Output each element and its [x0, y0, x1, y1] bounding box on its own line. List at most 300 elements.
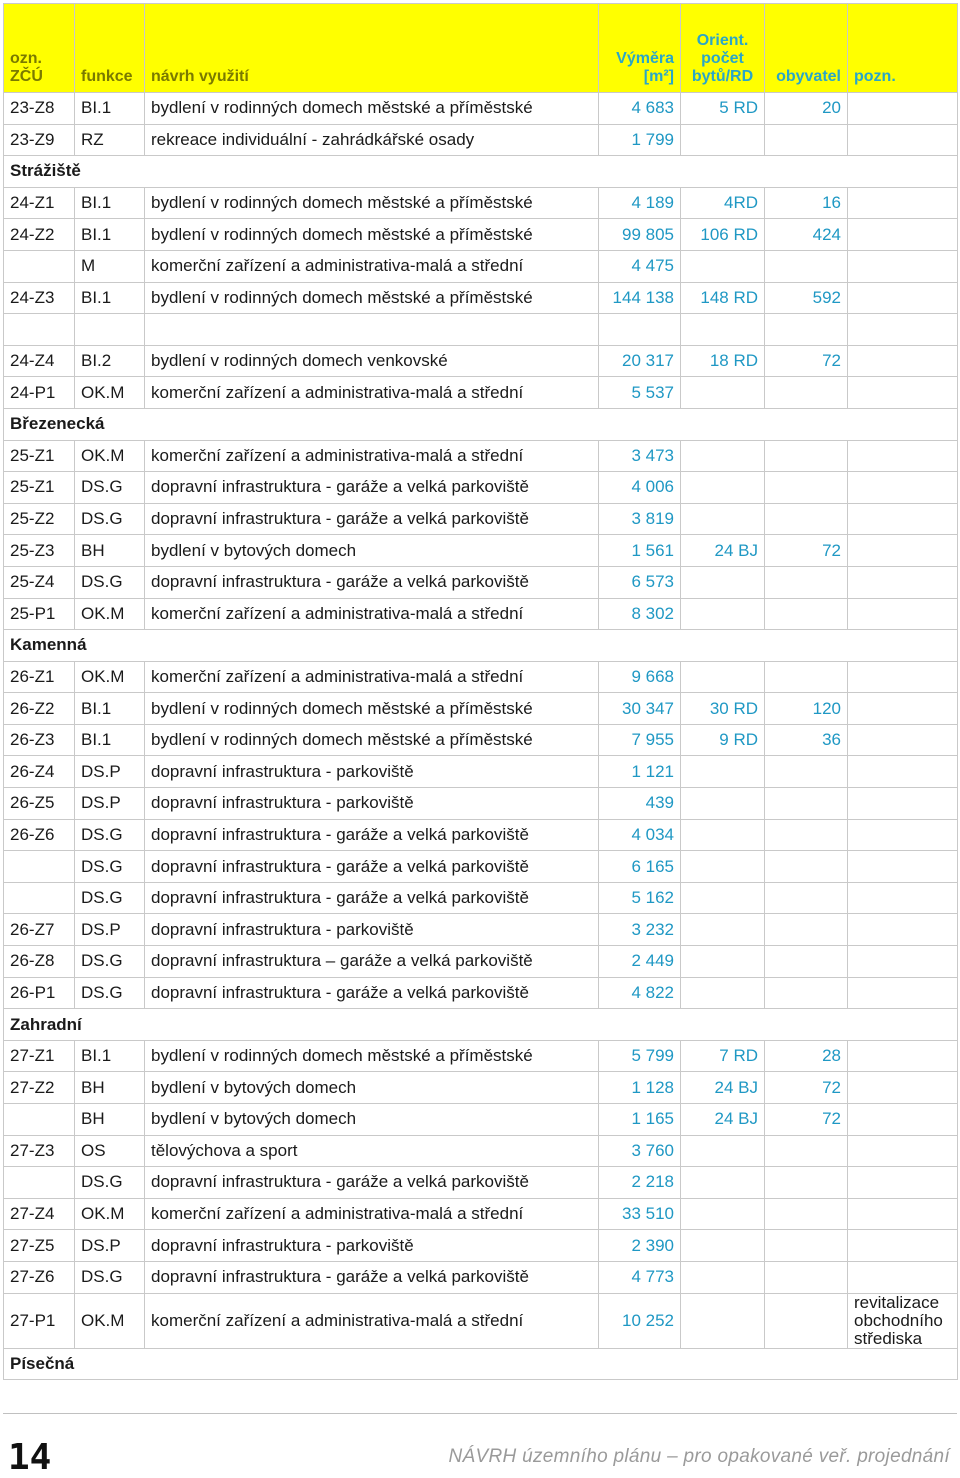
- cell-byty: [681, 124, 765, 156]
- cell-funkce: RZ: [75, 124, 145, 156]
- cell-byty: [681, 851, 765, 883]
- cell-navrh: bydlení v bytových domech: [145, 1072, 599, 1104]
- cell-obyvatel: [765, 819, 848, 851]
- cell-ozn: 24-P1: [4, 377, 75, 409]
- table-row: [4, 598, 958, 630]
- cell-ozn: [4, 250, 75, 282]
- cell-vymera: 9 668: [599, 661, 681, 693]
- cell-vymera: 4 006: [599, 472, 681, 504]
- cell-vymera: 8 302: [599, 598, 681, 630]
- cell-vymera: 1 121: [599, 756, 681, 788]
- cell-pozn: [848, 124, 958, 156]
- cell-ozn: 27-Z5: [4, 1230, 75, 1262]
- cell-navrh: dopravní infrastruktura - parkoviště: [145, 756, 599, 788]
- cell-pozn: [848, 788, 958, 820]
- cell-vymera: 2 449: [599, 946, 681, 978]
- cell-navrh: komerční zařízení a administrativa-malá a střední: [145, 1198, 599, 1230]
- cell-pozn: [848, 219, 958, 251]
- table-row: [4, 756, 958, 788]
- cell-pozn: [848, 566, 958, 598]
- cell-navrh: dopravní infrastruktura - garáže a velká parkoviště: [145, 472, 599, 504]
- table-row: [4, 282, 958, 314]
- cell-navrh: dopravní infrastruktura - parkoviště: [145, 1230, 599, 1262]
- cell-byty: [681, 946, 765, 978]
- cell-pozn: [848, 977, 958, 1009]
- cell-pozn: [848, 250, 958, 282]
- table-row: [4, 1135, 958, 1167]
- cell-pozn: [848, 345, 958, 377]
- cell-pozn: [848, 851, 958, 883]
- cell-navrh: rekreace individuální - zahrádkářské osady: [145, 124, 599, 156]
- cell-byty: [681, 503, 765, 535]
- section-row: [4, 1009, 958, 1041]
- cell-vymera: 4 683: [599, 93, 681, 125]
- cell-funkce: OK.M: [75, 1293, 145, 1348]
- cell-byty: [681, 882, 765, 914]
- cell-navrh: bydlení v rodinných domech městské a příměstské: [145, 187, 599, 219]
- cell-pozn: [848, 282, 958, 314]
- cell-pozn: [848, 503, 958, 535]
- cell-ozn: 27-Z3: [4, 1135, 75, 1167]
- table-row: [4, 946, 958, 978]
- cell-navrh: bydlení v rodinných domech městské a příměstské: [145, 219, 599, 251]
- cell-vymera: 1 128: [599, 1072, 681, 1104]
- cell-funkce: DS.G: [75, 1261, 145, 1293]
- header-funkce: funkce: [75, 4, 145, 93]
- cell-obyvatel: [765, 1198, 848, 1230]
- table-row: [4, 1167, 958, 1199]
- cell-navrh: dopravní infrastruktura - garáže a velká parkoviště: [145, 1167, 599, 1199]
- section-title: Kamenná: [4, 630, 958, 662]
- cell-ozn: 25-Z3: [4, 535, 75, 567]
- cell-byty: [681, 250, 765, 282]
- cell-vymera: 20 317: [599, 345, 681, 377]
- cell-vymera: 99 805: [599, 219, 681, 251]
- cell-obyvatel: 592: [765, 282, 848, 314]
- cell-vymera: 2 390: [599, 1230, 681, 1262]
- cell-obyvatel: [765, 1230, 848, 1262]
- cell-pozn: [848, 914, 958, 946]
- cell-funkce: DS.G: [75, 851, 145, 883]
- table-row: [4, 503, 958, 535]
- cell-ozn: 26-Z3: [4, 724, 75, 756]
- cell-funkce: BI.1: [75, 219, 145, 251]
- cell-vymera: 4 475: [599, 250, 681, 282]
- cell-ozn: 26-P1: [4, 977, 75, 1009]
- cell-navrh: dopravní infrastruktura - garáže a velká parkoviště: [145, 1261, 599, 1293]
- cell-pozn: [848, 946, 958, 978]
- cell-pozn: [848, 819, 958, 851]
- cell-obyvatel: [765, 1167, 848, 1199]
- table-row: [4, 693, 958, 725]
- cell-ozn: 25-Z1: [4, 472, 75, 504]
- cell-obyvatel: 16: [765, 187, 848, 219]
- cell-funkce: DS.P: [75, 1230, 145, 1262]
- cell-navrh: bydlení v rodinných domech městské a příměstské: [145, 693, 599, 725]
- cell-obyvatel: [765, 946, 848, 978]
- cell-obyvatel: 36: [765, 724, 848, 756]
- section-row: [4, 1348, 958, 1380]
- cell-vymera: 5 799: [599, 1040, 681, 1072]
- cell-byty: [681, 1167, 765, 1199]
- cell-obyvatel: 72: [765, 1072, 848, 1104]
- table-row: [4, 851, 958, 883]
- cell-funkce: BI.1: [75, 1040, 145, 1072]
- cell-obyvatel: 72: [765, 1104, 848, 1136]
- cell-navrh: dopravní infrastruktura - garáže a velká parkoviště: [145, 819, 599, 851]
- cell-obyvatel: [765, 788, 848, 820]
- cell-byty: [681, 440, 765, 472]
- cell-ozn: [4, 1167, 75, 1199]
- cell-vymera: 33 510: [599, 1198, 681, 1230]
- cell-byty: 30 RD: [681, 693, 765, 725]
- table-row: [4, 1293, 958, 1348]
- cell-vymera: 5 162: [599, 882, 681, 914]
- cell-pozn: [848, 661, 958, 693]
- cell-pozn: [848, 724, 958, 756]
- cell-vymera: 10 252: [599, 1293, 681, 1348]
- cell-funkce: DS.G: [75, 566, 145, 598]
- cell-funkce: DS.G: [75, 472, 145, 504]
- cell-pozn: [848, 1040, 958, 1072]
- cell-funkce: M: [75, 250, 145, 282]
- cell-obyvatel: [765, 566, 848, 598]
- cell-obyvatel: [765, 472, 848, 504]
- section-row: [4, 408, 958, 440]
- cell-navrh: dopravní infrastruktura - parkoviště: [145, 788, 599, 820]
- cell-vymera: 6 573: [599, 566, 681, 598]
- cell-ozn: 27-P1: [4, 1293, 75, 1348]
- section-title: Strážiště: [4, 156, 958, 188]
- cell-pozn: [848, 1167, 958, 1199]
- header-orient: Orient. počet bytů/RD: [681, 4, 765, 93]
- table-row: [4, 724, 958, 756]
- cell-ozn: 23-Z8: [4, 93, 75, 125]
- cell-ozn: [4, 851, 75, 883]
- cell-funkce: BI.2: [75, 345, 145, 377]
- cell-funkce: BH: [75, 1072, 145, 1104]
- cell-pozn: [848, 535, 958, 567]
- cell-pozn: [848, 1104, 958, 1136]
- cell-ozn: 24-Z2: [4, 219, 75, 251]
- table-row: [4, 377, 958, 409]
- cell-funkce: DS.G: [75, 503, 145, 535]
- cell-byty: 148 RD: [681, 282, 765, 314]
- cell-byty: 106 RD: [681, 219, 765, 251]
- cell-ozn: 27-Z4: [4, 1198, 75, 1230]
- table-body: [4, 93, 958, 1380]
- footer-document-title: NÁVRH územního plánu – pro opakované veř. projednání: [448, 1446, 950, 1467]
- cell-byty: [681, 1135, 765, 1167]
- cell-vymera: 4 034: [599, 819, 681, 851]
- cell-navrh: bydlení v rodinných domech městské a příměstské: [145, 93, 599, 125]
- cell-navrh: dopravní infrastruktura - garáže a velká parkoviště: [145, 882, 599, 914]
- cell-vymera: 5 537: [599, 377, 681, 409]
- cell-ozn: 27-Z2: [4, 1072, 75, 1104]
- cell-funkce: BI.1: [75, 187, 145, 219]
- cell-vymera: 4 773: [599, 1261, 681, 1293]
- cell-navrh: bydlení v rodinných domech městské a příměstské: [145, 724, 599, 756]
- empty-cell: [145, 314, 599, 346]
- cell-pozn: [848, 1230, 958, 1262]
- cell-vymera: 7 955: [599, 724, 681, 756]
- table-row: [4, 535, 958, 567]
- cell-byty: [681, 1261, 765, 1293]
- cell-vymera: 3 760: [599, 1135, 681, 1167]
- cell-pozn: [848, 598, 958, 630]
- cell-byty: [681, 1293, 765, 1348]
- cell-vymera: 4 189: [599, 187, 681, 219]
- table-row: [4, 93, 958, 125]
- cell-navrh: bydlení v rodinných domech městské a příměstské: [145, 1040, 599, 1072]
- cell-funkce: OS: [75, 1135, 145, 1167]
- section-title: Zahradní: [4, 1009, 958, 1041]
- table-row: [4, 1198, 958, 1230]
- table-row: [4, 187, 958, 219]
- cell-funkce: OK.M: [75, 598, 145, 630]
- table-row: [4, 1261, 958, 1293]
- cell-funkce: DS.G: [75, 882, 145, 914]
- cell-navrh: komerční zařízení a administrativa-malá a střední: [145, 377, 599, 409]
- table-row: [4, 914, 958, 946]
- header-ozn: ozn. ZČÚ: [4, 4, 75, 93]
- header-vymera: Výměra [m²]: [599, 4, 681, 93]
- cell-byty: 7 RD: [681, 1040, 765, 1072]
- table-row: [4, 250, 958, 282]
- cell-navrh: bydlení v rodinných domech městské a příměstské: [145, 282, 599, 314]
- cell-pozn: [848, 93, 958, 125]
- cell-obyvatel: [765, 977, 848, 1009]
- cell-obyvatel: 20: [765, 93, 848, 125]
- cell-pozn: [848, 882, 958, 914]
- cell-navrh: dopravní infrastruktura - garáže a velká parkoviště: [145, 851, 599, 883]
- cell-funkce: OK.M: [75, 661, 145, 693]
- cell-funkce: OK.M: [75, 440, 145, 472]
- table-row: [4, 1072, 958, 1104]
- cell-pozn: [848, 377, 958, 409]
- table-row: [4, 1040, 958, 1072]
- cell-vymera: 3 473: [599, 440, 681, 472]
- cell-pozn: [848, 1198, 958, 1230]
- table-row: [4, 472, 958, 504]
- cell-vymera: 4 822: [599, 977, 681, 1009]
- cell-vymera: 1 799: [599, 124, 681, 156]
- cell-byty: 9 RD: [681, 724, 765, 756]
- header-navrh: návrh využití: [145, 4, 599, 93]
- cell-ozn: 25-P1: [4, 598, 75, 630]
- blank-row: [4, 314, 958, 346]
- cell-ozn: 26-Z1: [4, 661, 75, 693]
- section-row: [4, 156, 958, 188]
- cell-ozn: 25-Z2: [4, 503, 75, 535]
- cell-ozn: 27-Z6: [4, 1261, 75, 1293]
- cell-navrh: bydlení v rodinných domech venkovské: [145, 345, 599, 377]
- cell-navrh: komerční zařízení a administrativa-malá a střední: [145, 661, 599, 693]
- cell-ozn: 26-Z5: [4, 788, 75, 820]
- cell-ozn: 24-Z4: [4, 345, 75, 377]
- cell-ozn: 24-Z3: [4, 282, 75, 314]
- zones-table: [3, 3, 958, 1380]
- table-row: [4, 977, 958, 1009]
- table-row: [4, 1104, 958, 1136]
- cell-byty: [681, 1230, 765, 1262]
- cell-vymera: 144 138: [599, 282, 681, 314]
- table-row: [4, 882, 958, 914]
- cell-funkce: DS.P: [75, 756, 145, 788]
- cell-byty: [681, 566, 765, 598]
- cell-funkce: BH: [75, 535, 145, 567]
- cell-ozn: 23-Z9: [4, 124, 75, 156]
- cell-navrh: komerční zařízení a administrativa-malá a střední: [145, 598, 599, 630]
- cell-byty: 4RD: [681, 187, 765, 219]
- cell-vymera: 6 165: [599, 851, 681, 883]
- cell-obyvatel: 424: [765, 219, 848, 251]
- table-row: [4, 1230, 958, 1262]
- cell-pozn: [848, 693, 958, 725]
- cell-byty: 18 RD: [681, 345, 765, 377]
- cell-obyvatel: [765, 377, 848, 409]
- cell-byty: [681, 1198, 765, 1230]
- empty-cell: [765, 314, 848, 346]
- cell-navrh: dopravní infrastruktura – garáže a velká parkoviště: [145, 946, 599, 978]
- cell-navrh: dopravní infrastruktura - garáže a velká parkoviště: [145, 566, 599, 598]
- cell-byty: [681, 756, 765, 788]
- empty-cell: [848, 314, 958, 346]
- header-pozn: pozn.: [848, 4, 958, 93]
- cell-funkce: OK.M: [75, 1198, 145, 1230]
- cell-pozn: [848, 187, 958, 219]
- cell-vymera: 1 165: [599, 1104, 681, 1136]
- cell-funkce: OK.M: [75, 377, 145, 409]
- cell-ozn: 26-Z4: [4, 756, 75, 788]
- cell-obyvatel: [765, 1293, 848, 1348]
- cell-ozn: 26-Z8: [4, 946, 75, 978]
- cell-obyvatel: [765, 882, 848, 914]
- cell-navrh: tělovýchova a sport: [145, 1135, 599, 1167]
- cell-ozn: [4, 882, 75, 914]
- cell-byty: 24 BJ: [681, 1072, 765, 1104]
- cell-byty: [681, 819, 765, 851]
- cell-obyvatel: [765, 661, 848, 693]
- cell-byty: [681, 661, 765, 693]
- cell-obyvatel: [765, 250, 848, 282]
- cell-byty: [681, 788, 765, 820]
- page-number: 14: [8, 1437, 52, 1478]
- cell-navrh: dopravní infrastruktura - garáže a velká parkoviště: [145, 503, 599, 535]
- cell-obyvatel: [765, 503, 848, 535]
- cell-navrh: dopravní infrastruktura - parkoviště: [145, 914, 599, 946]
- table-row: [4, 819, 958, 851]
- cell-byty: [681, 914, 765, 946]
- table-row: [4, 566, 958, 598]
- cell-navrh: bydlení v bytových domech: [145, 1104, 599, 1136]
- cell-obyvatel: [765, 914, 848, 946]
- cell-funkce: BI.1: [75, 724, 145, 756]
- empty-cell: [75, 314, 145, 346]
- cell-funkce: DS.P: [75, 788, 145, 820]
- cell-navrh: bydlení v bytových domech: [145, 535, 599, 567]
- cell-funkce: DS.G: [75, 946, 145, 978]
- cell-navrh: komerční zařízení a administrativa-malá a střední: [145, 250, 599, 282]
- cell-navrh: komerční zařízení a administrativa-malá a střední: [145, 440, 599, 472]
- cell-funkce: BI.1: [75, 282, 145, 314]
- cell-funkce: DS.G: [75, 819, 145, 851]
- table-row: [4, 661, 958, 693]
- cell-byty: 24 BJ: [681, 1104, 765, 1136]
- cell-vymera: 3 232: [599, 914, 681, 946]
- cell-ozn: 25-Z4: [4, 566, 75, 598]
- table-row: [4, 219, 958, 251]
- cell-ozn: 26-Z6: [4, 819, 75, 851]
- cell-obyvatel: 72: [765, 345, 848, 377]
- cell-navrh: komerční zařízení a administrativa-malá a střední: [145, 1293, 599, 1348]
- cell-obyvatel: [765, 440, 848, 472]
- cell-obyvatel: [765, 598, 848, 630]
- cell-vymera: 30 347: [599, 693, 681, 725]
- cell-byty: [681, 472, 765, 504]
- cell-pozn: revitalizace obchodního střediska: [848, 1293, 958, 1348]
- cell-obyvatel: 28: [765, 1040, 848, 1072]
- cell-ozn: 26-Z7: [4, 914, 75, 946]
- cell-funkce: DS.G: [75, 1167, 145, 1199]
- cell-funkce: BI.1: [75, 93, 145, 125]
- table-row: [4, 345, 958, 377]
- cell-funkce: BH: [75, 1104, 145, 1136]
- cell-pozn: [848, 1072, 958, 1104]
- cell-funkce: BI.1: [75, 693, 145, 725]
- table-row: [4, 788, 958, 820]
- header-row: [4, 4, 958, 93]
- cell-vymera: 439: [599, 788, 681, 820]
- cell-ozn: 24-Z1: [4, 187, 75, 219]
- cell-vymera: 2 218: [599, 1167, 681, 1199]
- empty-cell: [599, 314, 681, 346]
- cell-ozn: 27-Z1: [4, 1040, 75, 1072]
- empty-cell: [4, 314, 75, 346]
- cell-pozn: [848, 756, 958, 788]
- section-row: [4, 630, 958, 662]
- cell-vymera: 1 561: [599, 535, 681, 567]
- section-title: Březenecká: [4, 408, 958, 440]
- footer-divider: [3, 1413, 957, 1414]
- cell-vymera: 3 819: [599, 503, 681, 535]
- cell-ozn: 25-Z1: [4, 440, 75, 472]
- cell-obyvatel: [765, 1135, 848, 1167]
- cell-obyvatel: [765, 756, 848, 788]
- cell-obyvatel: 72: [765, 535, 848, 567]
- cell-pozn: [848, 472, 958, 504]
- cell-byty: 24 BJ: [681, 535, 765, 567]
- cell-byty: 5 RD: [681, 93, 765, 125]
- cell-byty: [681, 977, 765, 1009]
- cell-navrh: dopravní infrastruktura - garáže a velká parkoviště: [145, 977, 599, 1009]
- cell-obyvatel: [765, 1261, 848, 1293]
- table-row: [4, 124, 958, 156]
- cell-pozn: [848, 440, 958, 472]
- cell-pozn: [848, 1261, 958, 1293]
- cell-ozn: [4, 1104, 75, 1136]
- header-obyvatel: obyvatel: [765, 4, 848, 93]
- cell-byty: [681, 377, 765, 409]
- cell-ozn: 26-Z2: [4, 693, 75, 725]
- empty-cell: [681, 314, 765, 346]
- table-row: [4, 440, 958, 472]
- cell-pozn: [848, 1135, 958, 1167]
- section-title: Písečná: [4, 1348, 958, 1380]
- cell-byty: [681, 598, 765, 630]
- cell-obyvatel: [765, 124, 848, 156]
- cell-obyvatel: [765, 851, 848, 883]
